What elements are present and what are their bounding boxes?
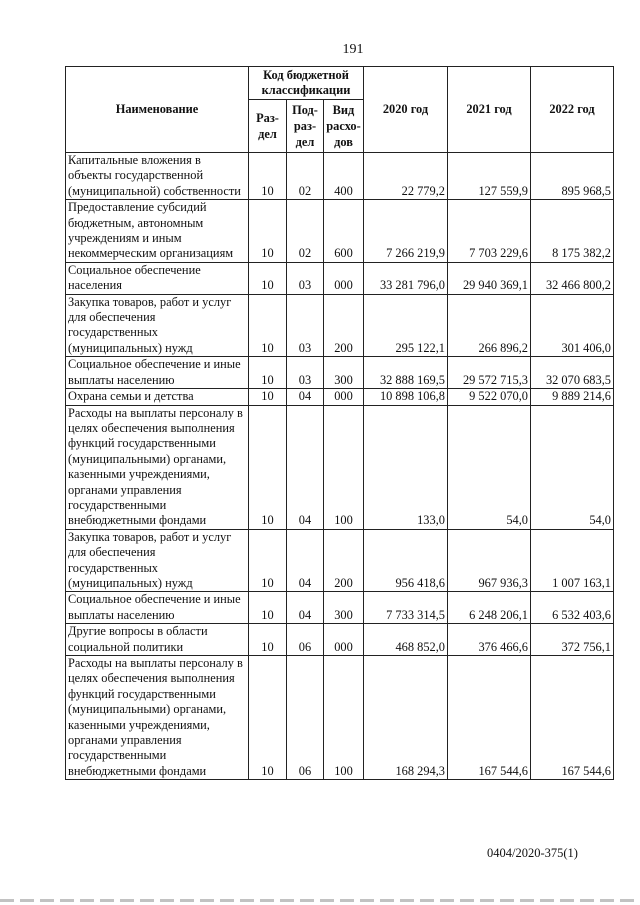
row-value-2020: 468 852,0	[364, 624, 448, 656]
row-value-2021: 967 936,3	[448, 529, 531, 592]
row-razdel: 10	[249, 389, 287, 405]
row-vid-raskhodov: 600	[324, 200, 364, 263]
row-value-2020: 295 122,1	[364, 294, 448, 357]
row-podrazdel: 04	[287, 529, 324, 592]
row-name: Социальное обеспечение населения	[66, 262, 249, 294]
row-value-2021: 127 559,9	[448, 153, 531, 200]
table-row	[66, 294, 614, 357]
row-podrazdel: 04	[287, 592, 324, 624]
row-razdel: 10	[249, 529, 287, 592]
row-value-2021: 376 466,6	[448, 624, 531, 656]
row-podrazdel: 03	[287, 357, 324, 389]
row-vid-raskhodov: 100	[324, 656, 364, 780]
row-value-2022: 6 532 403,6	[531, 592, 614, 624]
row-razdel: 10	[249, 624, 287, 656]
row-name: Закупка товаров, работ и услуг для обеспечения государственных (муниципальных) нужд	[66, 294, 249, 357]
table-row	[66, 624, 614, 656]
row-value-2020: 7 733 314,5	[364, 592, 448, 624]
row-value-2021: 266 896,2	[448, 294, 531, 357]
row-podrazdel: 06	[287, 624, 324, 656]
row-razdel: 10	[249, 592, 287, 624]
row-podrazdel: 04	[287, 389, 324, 405]
row-value-2022: 372 756,1	[531, 624, 614, 656]
row-vid-raskhodov: 200	[324, 294, 364, 357]
row-value-2021: 9 522 070,0	[448, 389, 531, 405]
row-podrazdel: 03	[287, 294, 324, 357]
row-podrazdel: 02	[287, 153, 324, 200]
row-value-2021: 54,0	[448, 405, 531, 529]
row-value-2021: 167 544,6	[448, 656, 531, 780]
row-name: Охрана семьи и детства	[66, 389, 249, 405]
header-2021: 2021 год	[448, 67, 531, 153]
row-value-2020: 956 418,6	[364, 529, 448, 592]
table-row	[66, 656, 614, 780]
header-2022: 2022 год	[531, 67, 614, 153]
row-value-2021: 29 572 715,3	[448, 357, 531, 389]
row-name: Расходы на выплаты персоналу в целях обеспечения выполнения функций государственными (муниципальными) органами, казенными учреждениями, органами управления государственными внебюджетными фондами	[66, 405, 249, 529]
row-name: Предоставление субсидий бюджетным, автономным учреждениям и иным некоммерческим организациям	[66, 200, 249, 263]
row-razdel: 10	[249, 656, 287, 780]
table-row	[66, 529, 614, 592]
row-vid-raskhodov: 400	[324, 153, 364, 200]
row-value-2022: 167 544,6	[531, 656, 614, 780]
row-name: Закупка товаров, работ и услуг для обеспечения государственных (муниципальных) нужд	[66, 529, 249, 592]
header-name: Наименование	[66, 67, 249, 153]
row-vid-raskhodov: 000	[324, 262, 364, 294]
header-code-group: Код бюджетной классификации	[249, 67, 364, 100]
row-vid-raskhodov: 000	[324, 389, 364, 405]
table-body	[66, 153, 614, 780]
row-vid-raskhodov: 100	[324, 405, 364, 529]
table-row	[66, 357, 614, 389]
row-name: Капитальные вложения в объекты государственной (муниципальной) собственности	[66, 153, 249, 200]
row-value-2022: 895 968,5	[531, 153, 614, 200]
row-value-2021: 7 703 229,6	[448, 200, 531, 263]
row-value-2020: 133,0	[364, 405, 448, 529]
row-value-2022: 32 070 683,5	[531, 357, 614, 389]
document-code: 0404/2020-375(1)	[487, 846, 578, 860]
scan-edge-artifact	[0, 899, 640, 902]
row-name: Другие вопросы в области социальной политики	[66, 624, 249, 656]
row-razdel: 10	[249, 294, 287, 357]
row-razdel: 10	[249, 405, 287, 529]
table-row	[66, 200, 614, 263]
row-name: Социальное обеспечение и иные выплаты населению	[66, 592, 249, 624]
row-vid-raskhodov: 200	[324, 529, 364, 592]
row-razdel: 10	[249, 262, 287, 294]
row-name: Социальное обеспечение и иные выплаты населению	[66, 357, 249, 389]
table-header	[66, 67, 614, 153]
row-value-2020: 33 281 796,0	[364, 262, 448, 294]
row-podrazdel: 06	[287, 656, 324, 780]
row-value-2022: 32 466 800,2	[531, 262, 614, 294]
header-2020: 2020 год	[364, 67, 448, 153]
row-value-2020: 7 266 219,9	[364, 200, 448, 263]
row-vid-raskhodov: 300	[324, 592, 364, 624]
row-value-2020: 22 779,2	[364, 153, 448, 200]
row-value-2022: 9 889 214,6	[531, 389, 614, 405]
header-podrazdel: Под- раз- дел	[287, 100, 324, 153]
row-name: Расходы на выплаты персоналу в целях обеспечения выполнения функций государственными (муниципальными) органами, казенными учреждениями, органами управления государственными внебюджетными фондами	[66, 656, 249, 780]
table-row	[66, 262, 614, 294]
row-value-2022: 1 007 163,1	[531, 529, 614, 592]
row-value-2020: 168 294,3	[364, 656, 448, 780]
table-row	[66, 389, 614, 405]
table-row	[66, 405, 614, 529]
row-value-2022: 301 406,0	[531, 294, 614, 357]
row-value-2022: 8 175 382,2	[531, 200, 614, 263]
header-razdel: Раз- дел	[249, 100, 287, 153]
row-value-2021: 29 940 369,1	[448, 262, 531, 294]
row-razdel: 10	[249, 153, 287, 200]
row-podrazdel: 03	[287, 262, 324, 294]
header-vid-raskhodov: Вид расхо- дов	[324, 100, 364, 153]
budget-table	[65, 66, 614, 780]
row-razdel: 10	[249, 357, 287, 389]
row-vid-raskhodov: 000	[324, 624, 364, 656]
row-value-2020: 10 898 106,8	[364, 389, 448, 405]
row-value-2021: 6 248 206,1	[448, 592, 531, 624]
page-number: 191	[342, 42, 364, 57]
table-row	[66, 592, 614, 624]
row-podrazdel: 02	[287, 200, 324, 263]
table-row	[66, 153, 614, 200]
row-razdel: 10	[249, 200, 287, 263]
row-value-2020: 32 888 169,5	[364, 357, 448, 389]
row-value-2022: 54,0	[531, 405, 614, 529]
row-vid-raskhodov: 300	[324, 357, 364, 389]
row-podrazdel: 04	[287, 405, 324, 529]
